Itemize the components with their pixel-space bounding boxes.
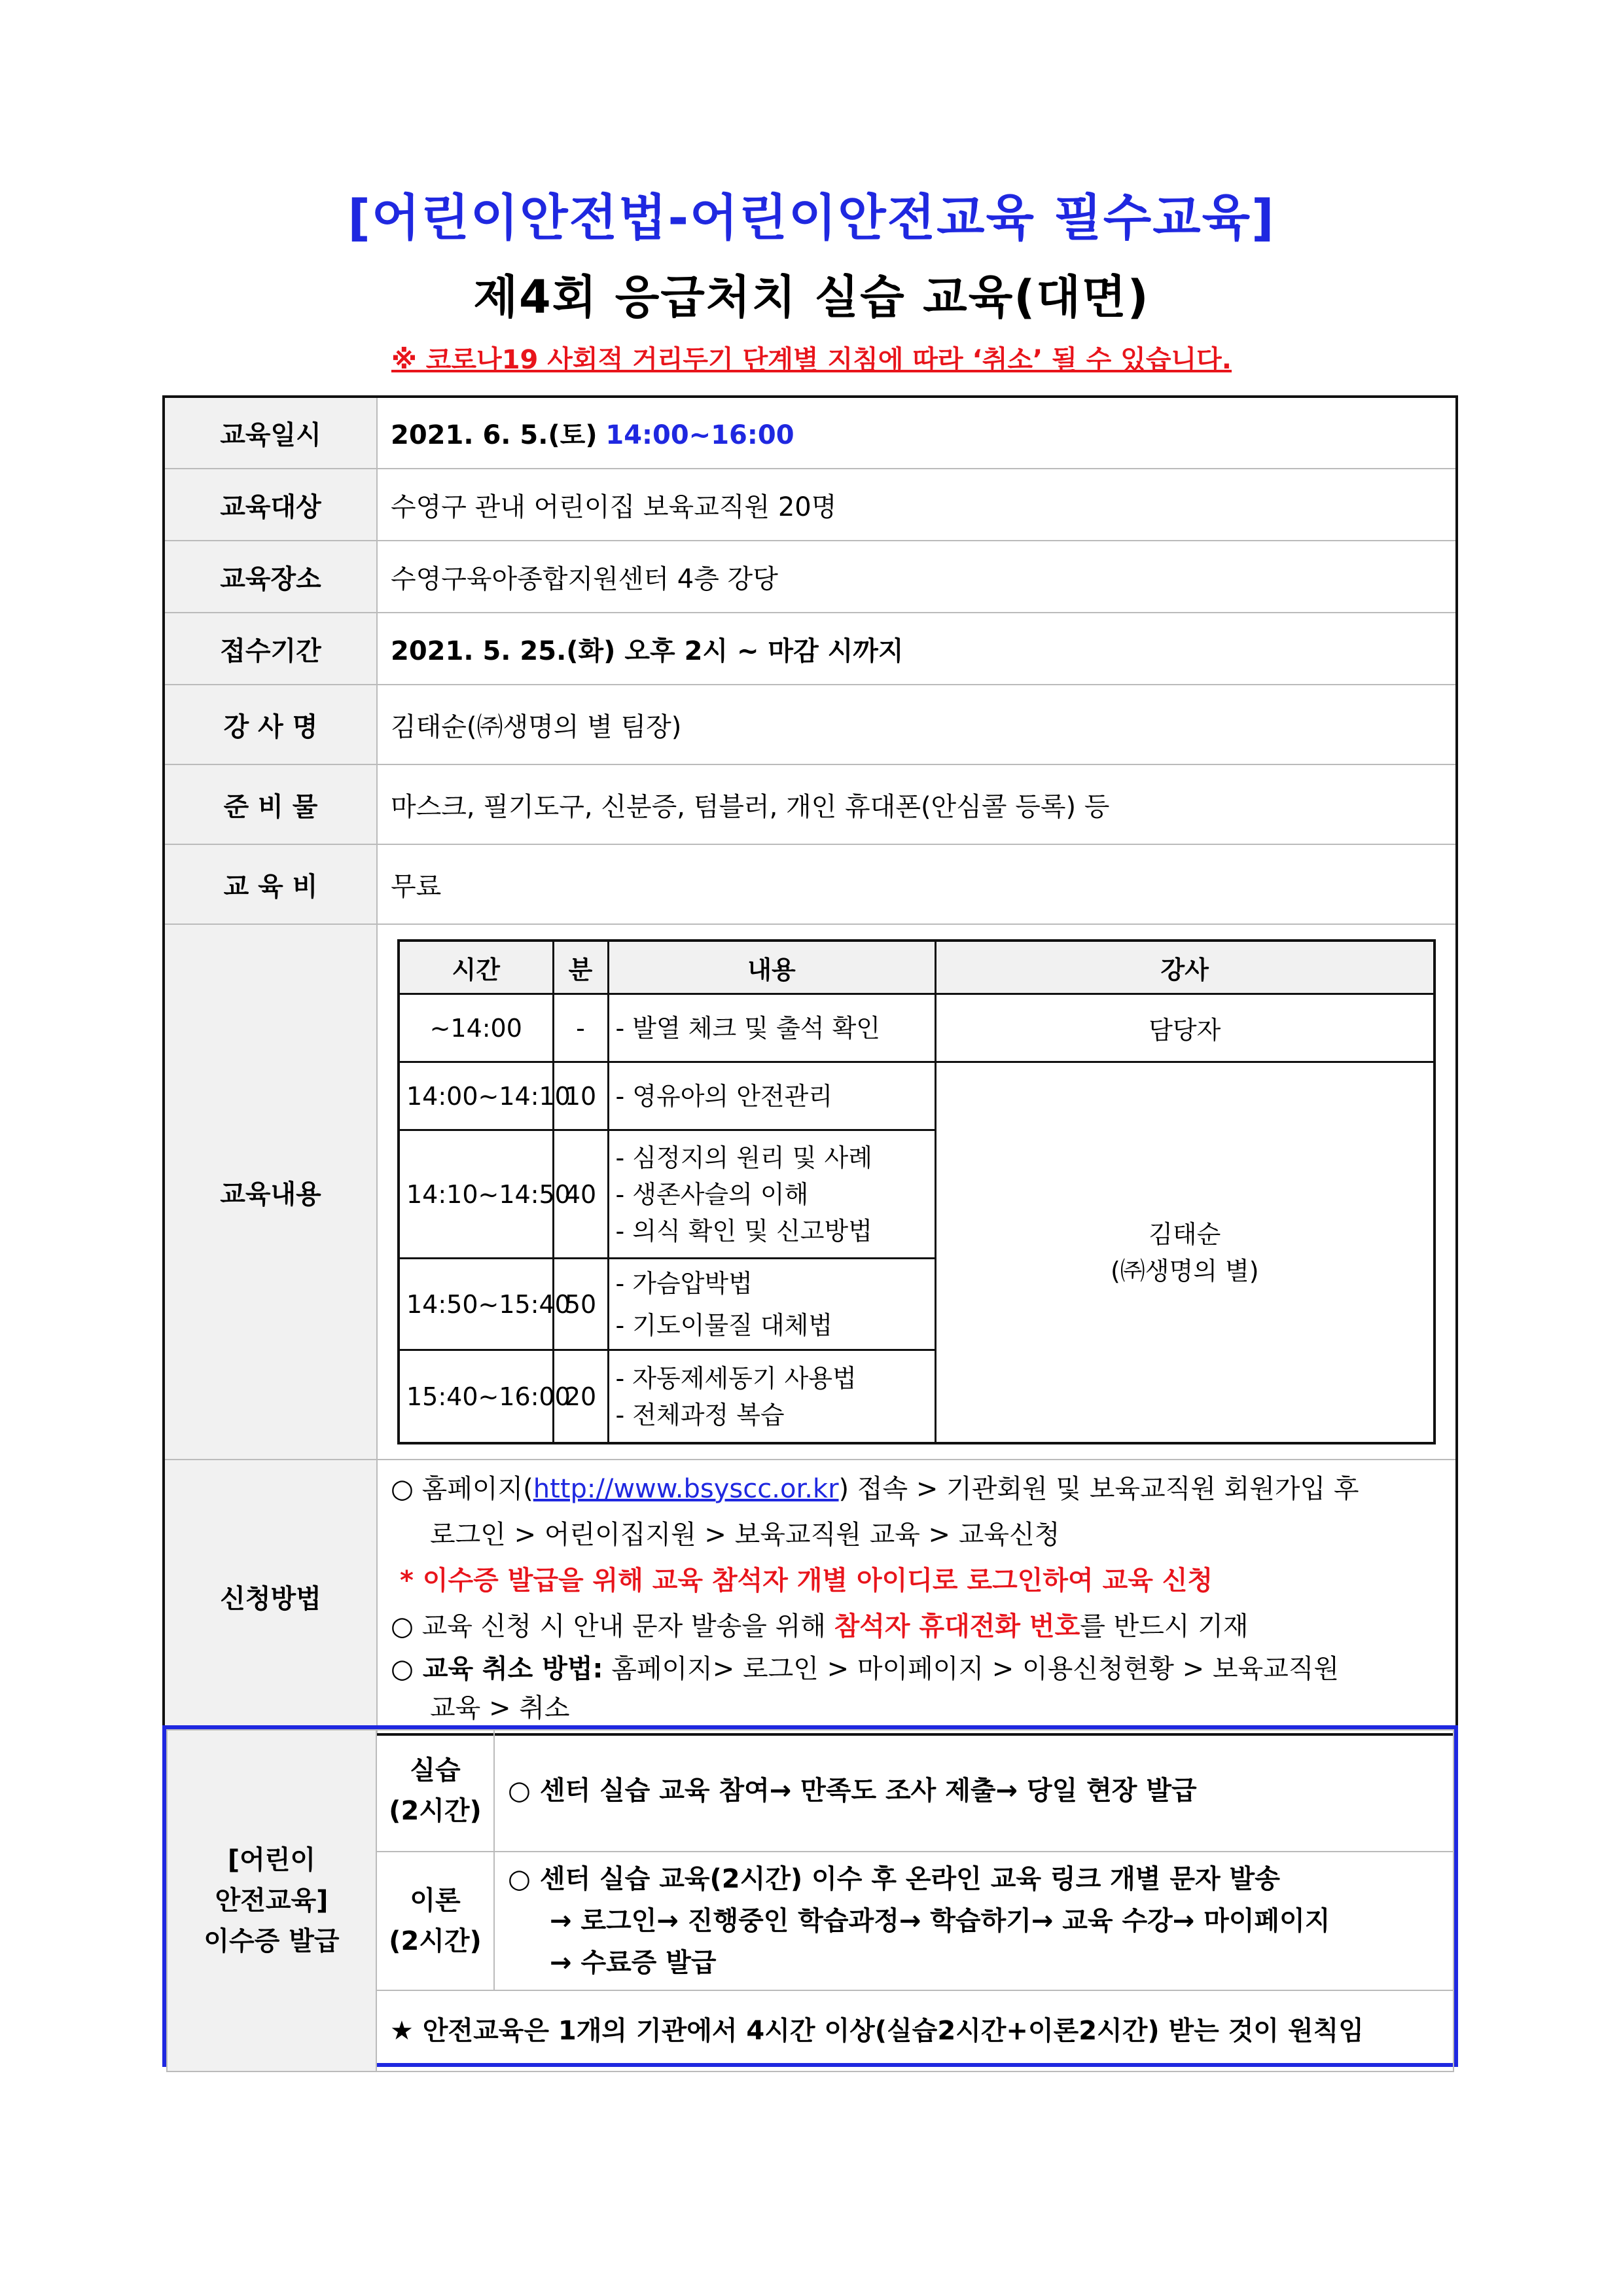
apply-line-1: [391, 1466, 1442, 1512]
row-time: 14:10~14:50: [399, 1130, 553, 1259]
content-line: - 기도이물질 대체법: [615, 1310, 833, 1340]
cancel-method-value: 홈페이지> 로그인 > 마이페이지 > 이용신청현황 > 보육교직원: [603, 1653, 1340, 1684]
row-time: 14:00~14:10: [399, 1062, 553, 1130]
row-fee: [164, 844, 1457, 924]
row-place: [164, 541, 1457, 613]
table-row: [399, 1062, 1435, 1130]
practice-text: ○ 센터 실습 교육 참여→ 만족도 조사 제출→ 당일 현장 발급: [494, 1730, 1454, 1852]
header-lecturer: 강사: [935, 941, 1435, 994]
apply-cell: [377, 1460, 1457, 1734]
homepage-link[interactable]: http://www.bsyscc.or.kr: [533, 1473, 839, 1504]
row-min: 50: [553, 1259, 608, 1350]
apply-line-4-suffix: 를 반드시 기재: [1080, 1611, 1249, 1641]
certificate-table: [166, 1729, 1454, 2072]
content-line: - 의식 확인 및 신고방법: [615, 1216, 872, 1246]
theory-line-3: → 수료증 발급: [550, 1948, 717, 1978]
content-line: - 전체과정 복습: [615, 1400, 785, 1429]
info-table: [162, 395, 1458, 1736]
practice-label-1: 실습: [410, 1755, 461, 1785]
row-time: 14:50~15:40: [399, 1259, 553, 1350]
apply-suffix: ) 접속 > 기관회원 및 보육교직원 회원가입 후: [838, 1473, 1359, 1504]
document-title: [어린이안전법-어린이안전교육 필수교육]: [348, 188, 1275, 247]
lecturer-org: (㈜생명의 별): [1110, 1256, 1259, 1285]
schedule-table: [397, 939, 1436, 1444]
header-time: 시간: [399, 941, 553, 994]
content-label: 교육내용: [164, 924, 377, 1460]
period-label: 접수기간: [164, 613, 377, 685]
place-value: 수영구육아종합지원센터 4층 강당: [377, 541, 1457, 613]
cert-label-line-2: 안전교육]: [215, 1886, 329, 1916]
cert-label-line-3: 이수증 발급: [204, 1926, 340, 1956]
practice-label: [376, 1730, 494, 1852]
instructor-label: 강 사 명: [164, 685, 377, 764]
header-min: 분: [553, 941, 608, 994]
row-period: [164, 613, 1457, 685]
row-content: [164, 924, 1457, 1460]
date-label: 교육일시: [164, 397, 377, 469]
cancellation-notice: ※ 코로나19 사회적 거리두기 단계별 지침에 따라 ‘취소’ 될 수 있습니다.: [391, 345, 1232, 375]
content-line: - 생존사슬의 이해: [615, 1179, 809, 1209]
target-value: 수영구 관내 어린이집 보육교직원 20명: [377, 469, 1457, 541]
period-value: 2021. 5. 25.(화) 오후 2시 ~ 마감 시까지: [377, 613, 1457, 685]
supplies-value: 마스크, 필기도구, 신분증, 텀블러, 개인 휴대폰(안심콜 등록) 등: [377, 764, 1457, 844]
staff-cell: 담당자: [935, 994, 1435, 1062]
practice-row: [167, 1730, 1454, 1852]
content-line: - 심정지의 원리 및 사례: [615, 1143, 872, 1172]
theory-label-1: 이론: [410, 1886, 461, 1916]
row-content: - 발열 체크 및 출석 확인: [608, 994, 935, 1062]
apply-line-4-prefix: ○ 교육 신청 시 안내 문자 발송을 위해: [391, 1611, 834, 1641]
apply-line-3: * 이수증 발급을 위해 교육 참석자 개별 아이디로 로그인하여 교육 신청: [400, 1565, 1213, 1596]
apply-line-6: 교육 > 취소: [430, 1693, 570, 1723]
date-value: [377, 397, 1457, 469]
fee-label: 교 육 비: [164, 844, 377, 924]
theory-text: [494, 1852, 1454, 1990]
row-min: -: [553, 994, 608, 1062]
theory-line-2: → 로그인→ 진행중인 학습과정→ 학습하기→ 교육 수강→ 마이페이지: [550, 1906, 1330, 1936]
apply-line-5: [391, 1649, 1442, 1689]
date-day: 2021. 6. 5.(토): [391, 420, 597, 450]
row-min: 10: [553, 1062, 608, 1130]
row-content: [608, 1350, 935, 1443]
row-supplies: [164, 764, 1457, 844]
cancel-method-label: ○ 교육 취소 방법:: [391, 1653, 603, 1684]
supplies-label: 준 비 물: [164, 764, 377, 844]
row-time: ~14:00: [399, 994, 553, 1062]
row-min: 40: [553, 1130, 608, 1259]
row-content: [608, 1130, 935, 1259]
apply-line-4: [391, 1604, 1442, 1649]
schedule-header: [399, 941, 1435, 994]
theory-label: [376, 1852, 494, 1990]
row-min: 20: [553, 1350, 608, 1443]
content-line: - 가슴압박법: [615, 1268, 753, 1298]
row-time: 15:40~16:00: [399, 1350, 553, 1443]
row-date: [164, 397, 1457, 469]
lecturer-cell: [935, 1062, 1435, 1443]
row-target: [164, 469, 1457, 541]
practice-label-2: (2시간): [389, 1796, 482, 1826]
document-subtitle: 제4회 응급처치 실습 교육(대면): [473, 270, 1150, 324]
table-row: [399, 994, 1435, 1062]
date-time: 14:00~16:00: [605, 420, 794, 450]
fee-value: 무료: [377, 844, 1457, 924]
theory-line-1: ○ 센터 실습 교육(2시간) 이수 후 온라인 교육 링크 개별 문자 발송: [508, 1864, 1280, 1894]
row-apply: [164, 1460, 1457, 1734]
content-cell: [377, 924, 1457, 1460]
footer-text: ★ 안전교육은 1개의 기관에서 4시간 이상(실습2시간+이론2시간) 받는 것이 원칙임: [376, 1990, 1454, 2072]
certificate-label: [167, 1730, 376, 2072]
row-content: [608, 1259, 935, 1350]
instructor-value: 김태순(㈜생명의 별 팀장): [377, 685, 1457, 764]
row-content: - 영유아의 안전관리: [608, 1062, 935, 1130]
certificate-box: [162, 1725, 1458, 2067]
cert-label-line-1: [어린이: [227, 1845, 316, 1875]
apply-label: 신청방법: [164, 1460, 377, 1734]
theory-label-2: (2시간): [389, 1926, 482, 1956]
content-line: - 자동제세동기 사용법: [615, 1363, 857, 1393]
target-label: 교육대상: [164, 469, 377, 541]
place-label: 교육장소: [164, 541, 377, 613]
row-instructor: [164, 685, 1457, 764]
apply-line-2: 로그인 > 어린이집지원 > 보육교직원 교육 > 교육신청: [430, 1519, 1060, 1550]
header-content: 내용: [608, 941, 935, 994]
lecturer-name: 김태순: [1149, 1219, 1221, 1249]
apply-line-4-red: 참석자 휴대전화 번호: [834, 1611, 1080, 1641]
apply-prefix: ○ 홈페이지(: [391, 1473, 533, 1504]
